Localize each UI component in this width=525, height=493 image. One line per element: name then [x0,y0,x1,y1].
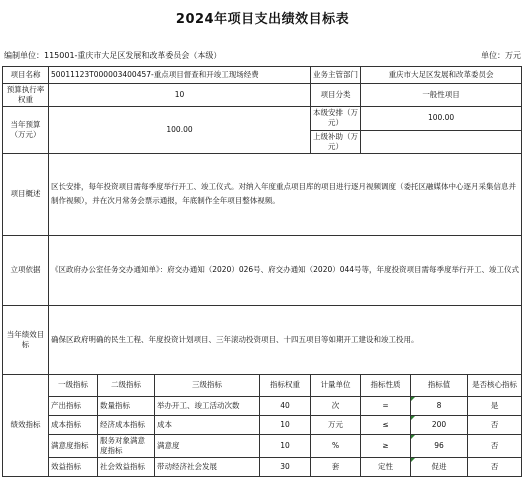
header-l2: 二级指标 [98,374,155,396]
row-project-name [3,67,522,84]
target-table [2,66,522,477]
header-nature: 指标性质 [361,374,411,396]
upper-value [361,130,522,153]
indicator-l1: 产出指标 [49,396,98,415]
budget-label: 当年预算（万元） [3,107,49,154]
indicator-unit: 次 [311,396,361,415]
indicator-l2: 数量指标 [98,396,155,415]
upper-label: 上级补助（万元） [311,130,361,153]
indicator-l3: 带动经济社会发展 [155,458,260,477]
indicators-label: 绩效指标 [3,374,49,476]
indicator-weight: 10 [260,415,311,434]
header-l1: 一级指标 [49,374,98,396]
header-value: 指标值 [411,374,468,396]
local-value: 100.00 [361,107,522,130]
indicator-core: 否 [468,415,522,434]
org-info [4,50,221,61]
meta-row [0,50,525,64]
indicator-value: 8 [411,396,468,415]
project-name-value: 50011123T000003400457-重点项目督查和开竣工现场经费 [49,67,311,84]
indicator-unit: 万元 [311,415,361,434]
row-basis [3,235,522,305]
weight-label: 预算执行率权重 [3,84,49,107]
dept-label: 业务主管部门 [311,67,361,84]
org-label: 编制单位： [4,51,44,60]
overview-label: 项目概述 [3,153,49,235]
indicator-nature: 定性 [361,458,411,477]
indicator-l2: 服务对象满意度指标 [98,434,155,457]
category-label: 项目分类 [311,84,361,107]
goal-text: 确保区政府明确的民生工程、年度投资计划项目、三年滚动投资项目、十四五项目等如期开工建设和竣工投用。 [49,305,522,374]
budget-value: 100.00 [49,107,311,154]
indicator-core: 否 [468,434,522,457]
indicator-value: 促进 [411,458,468,477]
weight-value: 10 [49,84,311,107]
overview-text: 区长安排，每年投资项目需每季度举行开工、竣工仪式。对纳入年度重点项目库的项目进行逐月视频调度（委托区融媒体中心逐月采集信息并制作视频），并在次月常务会票示通报，年底制作全年项目整体视频。 [49,153,522,235]
indicator-core: 否 [468,458,522,477]
header-l3: 三级指标 [155,374,260,396]
indicator-core: 是 [468,396,522,415]
indicator-header-row [3,374,522,396]
basis-text: 《区政府办公室任务交办通知单》：府交办通知（2020）026号、府交办通知（2020）044号等，年度投资项目需每季度举行开工、竣工仪式 [49,235,522,305]
header-weight: 指标权重 [260,374,311,396]
indicator-weight: 30 [260,458,311,477]
document-title: 2024年项目支出绩效目标表 [175,12,350,27]
indicator-l1: 成本指标 [49,415,98,434]
local-label: 本级安排（万元） [311,107,361,130]
indicator-row [3,434,522,457]
header-unit: 计量单位 [311,374,361,396]
row-weight [3,84,522,107]
indicator-l3: 成本 [155,415,260,434]
indicator-value: 200 [411,415,468,434]
row-overview [3,153,522,235]
indicator-weight: 40 [260,396,311,415]
indicator-nature: = [361,396,411,415]
indicator-unit: 套 [311,458,361,477]
goal-label: 当年绩效目标 [3,305,49,374]
dept-value: 重庆市大足区发展和改革委员会 [361,67,522,84]
row-budget [3,107,522,130]
basis-label: 立项依据 [3,235,49,305]
indicator-nature: ≥ [361,434,411,457]
category-value: 一般性项目 [361,84,522,107]
indicator-unit: % [311,434,361,457]
indicator-row [3,458,522,477]
indicator-l3: 举办开工、竣工活动次数 [155,396,260,415]
indicator-l2: 社会效益指标 [98,458,155,477]
indicator-row [3,396,522,415]
indicator-l3: 满意度 [155,434,260,457]
project-name-label: 项目名称 [3,67,49,84]
indicator-weight: 10 [260,434,311,457]
header-core: 是否核心指标 [468,374,522,396]
indicator-value: 96 [411,434,468,457]
indicator-nature: ≤ [361,415,411,434]
row-goal [3,305,522,374]
indicator-l1: 满意度指标 [49,434,98,457]
indicator-l2: 经济成本指标 [98,415,155,434]
org-value: 115001-重庆市大足区发展和改革委员会（本级） [44,51,222,60]
indicator-l1: 效益指标 [49,458,98,477]
indicator-row [3,415,522,434]
money-unit: 单位：万元 [481,51,521,60]
